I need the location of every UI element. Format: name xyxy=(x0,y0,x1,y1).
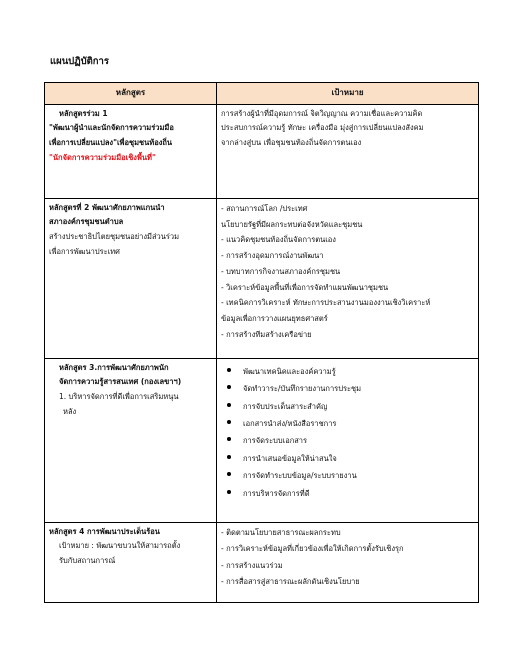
course-line: รับกับสถานการณ์ xyxy=(59,556,116,566)
action-plan-table xyxy=(44,82,479,603)
goal-cell xyxy=(217,358,479,522)
list-item: พัฒนาเทคนิคและองค์ความรู้ xyxy=(227,363,474,380)
course-line: 1. บริหารจัดการที่ดีเพื่อการเสริมหนุน xyxy=(59,392,179,402)
course-line: หลักสูตร 3.การพัฒนาศักยภาพนัก xyxy=(59,362,169,372)
course-line: หลักสูตร 4 การพัฒนาประเด็นร้อน xyxy=(49,526,160,536)
list-item: การบริหารจัดการที่ดี xyxy=(227,485,474,502)
goal-line: - การสร้างอุดมการณ์งานพัฒนา xyxy=(221,251,324,261)
goal-cell xyxy=(217,198,479,358)
list-item: จัดทำวาระ/บันทึกรายงานการประชุม xyxy=(227,380,474,397)
goal-line: การสร้างผู้นำที่มีอุดมการณ์ จิตวิญญาณ ความเชื่อและความคิด xyxy=(221,108,423,118)
goal-line: นโยบายรัฐที่มีผลกระทบต่อจังหวัดและชุมชน xyxy=(221,219,363,229)
goal-bullet-list xyxy=(221,361,474,502)
table-row xyxy=(45,358,479,522)
goal-cell xyxy=(217,522,479,602)
course-cell xyxy=(45,198,217,358)
course-line: เพื่อการเปลี่ยนแปลง"เพื่อชุมชนท้องถิ่น xyxy=(49,138,173,148)
course-line: สร้างประชาธิปไตยชุมชนอย่างมีส่วนร่วม xyxy=(49,232,180,242)
list-item: การจัดระบบเอกสาร xyxy=(227,432,474,449)
course-line: เพื่อการพัฒนาประเทศ xyxy=(49,246,120,256)
goal-line: - สถานการณ์โลก /ประเทศ xyxy=(221,203,308,213)
goal-line: จากล่างสู่บน เพื่อชุมชนท้องถิ่นจัดการตนเอง xyxy=(221,138,362,148)
header-course: หลักสูตร xyxy=(45,83,217,105)
course-line: หลัง xyxy=(63,406,77,416)
course-line: หลักสูตรร่วม 1 xyxy=(59,108,108,118)
goal-line: - การสื่อสารสู่สาธารณะผลักดันเชิงนโยบาย xyxy=(221,577,360,587)
list-item: การจับประเด็นสาระสำคัญ xyxy=(227,398,474,415)
course-line: "พัฒนาผู้นำและนักจัดการความร่วมมือ xyxy=(49,123,174,133)
goal-line: - แนวคิดชุมชนท้องถิ่นจัดการตนเอง xyxy=(221,235,336,245)
course-line: "นักจัดการความร่วมมือเชิงพื้นที่" xyxy=(49,152,156,162)
header-goal: เป้าหมาย xyxy=(217,83,479,105)
list-item: เอกสารนำส่ง/หนังสือราชการ xyxy=(227,415,474,432)
goal-line: - การสร้างทีมสร้างเครือข่าย xyxy=(221,330,312,340)
goal-line: ข้อมูลเพื่อการวางแผนยุทธศาสตร์ xyxy=(221,314,328,324)
course-line: จัดการความรู้สารสนเทศ (กองเลขาฯ) xyxy=(59,377,182,387)
course-line: หลักสูตรที่ 2 พัฒนาศักยภาพแกนนำ xyxy=(49,202,165,212)
goal-line: - เทคนิคการวิเคราะห์ ทักษะการประสานงานมองงานเชิงวิเคราะห์ xyxy=(221,298,431,308)
list-item: การนำเสนอข้อมูลให้น่าสนใจ xyxy=(227,450,474,467)
goal-line: - การสร้างแนวร่วม xyxy=(221,560,283,570)
page-title: แผนปฏิบัติการ xyxy=(50,56,109,67)
goal-cell xyxy=(217,104,479,198)
table-header-row xyxy=(45,83,479,105)
goal-line: ประสบการณ์ความรู้ ทักษะ เครื่องมือ มุ่งสู่การเปลี่ยนแปลงสังคม xyxy=(221,123,424,133)
goal-line: - การวิเคราะห์ข้อมูลที่เกี่ยวข้องเพื่อให้เกิดการตั้งรับเชิงรุก xyxy=(221,544,404,554)
course-cell xyxy=(45,522,217,602)
table-row xyxy=(45,522,479,602)
list-item: การจัดทำระบบข้อมูล/ระบบรายงาน xyxy=(227,467,474,484)
table-row xyxy=(45,198,479,358)
goal-line: - บทบาทการกิจงานสภาองค์กรชุมชน xyxy=(221,266,341,276)
course-line: เป้าหมาย : พัฒนาขบวนให้สามารถตั้ง xyxy=(59,541,181,551)
goal-line: - ติดตามนโยบายสาธารณะผลกระทบ xyxy=(221,527,341,537)
course-cell xyxy=(45,358,217,522)
course-line: สภาองค์กรชุมชนตำบล xyxy=(49,217,124,227)
course-cell xyxy=(45,104,217,198)
goal-line: - วิเคราะห์ข้อมูลพื้นที่เพื่อการจัดทำแผนพัฒนาชุมชน xyxy=(221,282,389,292)
table-row xyxy=(45,104,479,198)
